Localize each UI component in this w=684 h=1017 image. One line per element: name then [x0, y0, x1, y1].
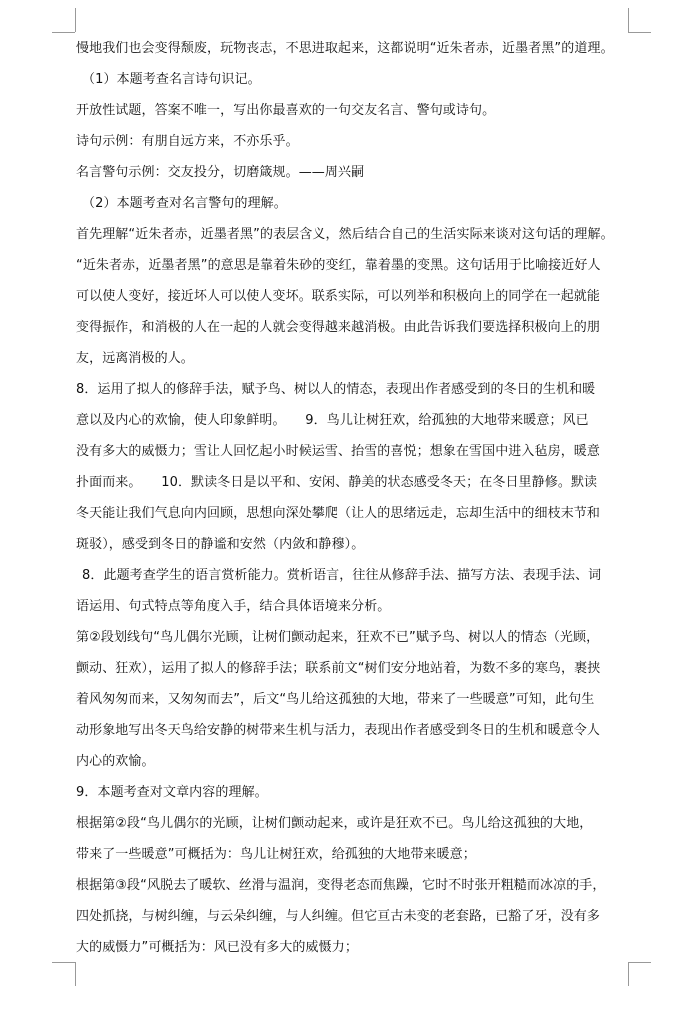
text-line: 第②段划线句“鸟儿偶尔光顾，让树们颤动起来，狂欢不已”赋予鸟、树以人的情态（光顾， — [76, 630, 600, 645]
text-line: 内心的欢愉。 — [76, 754, 155, 769]
crop-mark-bottom-right — [628, 962, 629, 986]
text-line: 8．此题考查学生的语言赏析能力。赏析语言，往往从修辞手法、描写方法、表现手法、词 — [82, 568, 602, 583]
text-line: 慢地我们也会变得颓废，玩物丧志，不思进取起来，这都说明“近朱者赤，近墨者黑”的道理。 — [76, 41, 614, 56]
text-line: 语运用、句式特点等角度入手，结合具体语境来分析。 — [76, 599, 391, 614]
crop-mark-bottom-left — [75, 962, 76, 986]
text-line: 没有多大的威慑力；雪让人回忆起小时候运雪、抬雪的喜悦；想象在雪国中进入毡房，暖意 — [76, 444, 601, 459]
text-line: 根据第③段“风脱去了暖软、丝滑与温润，变得老态而焦躁，它时不时张开粗糙而冰凉的手， — [76, 878, 606, 893]
text-line: 开放性试题，答案不唯一，写出你最喜欢的一句交友名言、警句或诗句。 — [76, 103, 496, 118]
text-line: 颤动、狂欢），运用了拟人的修辞手法；联系前文“树们安分地站着，为数不多的寒鸟，裹挟 — [76, 661, 601, 676]
text-line: “近朱者赤，近墨者黑”的意思是靠着朱砂的变红，靠着墨的变黑。这句话用于比喻接近好人 — [76, 258, 601, 273]
crop-mark-top-right — [628, 8, 629, 32]
text-line: 友，远离消极的人。 — [76, 351, 194, 366]
text-line: 动形象地写出冬天鸟给安静的树带来生机与活力，表现出作者感受到冬日的生机和暖意令人 — [76, 723, 601, 738]
text-line: 带来了一些暖意”可概括为：鸟儿让树狂欢，给孤独的大地带来暖意； — [76, 847, 476, 862]
text-line: 四处抓挠，与树纠缠，与云朵纠缠，与人纠缠。但它亘古未变的老套路，已豁了牙，没有多 — [76, 909, 601, 924]
text-line: 冬天能让我们气息向内回顾，思想向深处攀爬（让人的思绪远走，忘却生活中的细枝末节和 — [76, 506, 601, 521]
crop-mark-top-left — [52, 32, 75, 33]
text-line: 大的威慑力”可概括为：风已没有多大的威慑力； — [76, 940, 358, 955]
text-line: 根据第②段“鸟儿偶尔的光顾，让树们颤动起来，或许是狂欢不已。鸟儿给这孤独的大地， — [76, 816, 593, 831]
text-line: 意以及内心的欢愉，使人印象鲜明。 9．鸟儿让树狂欢，给孤独的大地带来暖意；风已 — [76, 413, 589, 428]
text-line: 着风匆匆而来，又匆匆而去”，后文“鸟儿给这孤独的大地，带来了一些暖意”可知，此句生 — [76, 692, 595, 707]
document-body — [76, 33, 632, 963]
text-line: 诗句示例：有朋自远方来，不亦乐乎。 — [76, 134, 299, 149]
text-line: 名言警句示例：交友投分，切磨箴规。——周兴嗣 — [76, 165, 365, 180]
text-line: 可以使人变好，接近坏人可以使人变坏。联系实际，可以列举和积极向上的同学在一起就能 — [76, 289, 601, 304]
crop-mark-top-left — [75, 8, 76, 32]
text-line: （1）本题考查名言诗句识记。 — [82, 72, 261, 87]
text-line: 斑驳），感受到冬日的静谧和安然（内敛和静穆）。 — [76, 537, 365, 552]
crop-mark-bottom-left — [52, 962, 75, 963]
text-line: 首先理解“近朱者赤，近墨者黑”的表层含义，然后结合自己的生活实际来谈对这句话的理解。 — [76, 227, 614, 242]
text-line: 8．运用了拟人的修辞手法，赋予鸟、树以人的情态，表现出作者感受到的冬日的生机和暖 — [76, 382, 596, 397]
text-line: （2）本题考查对名言警句的理解。 — [82, 196, 287, 211]
text-line: 扑面而来。 10．默读冬日是以平和、安闲、静美的状态感受冬天；在冬日里静修。默读 — [76, 475, 598, 490]
text-line: 9．本题考查对文章内容的理解。 — [76, 785, 268, 800]
text-line: 变得振作，和消极的人在一起的人就会变得越来越消极。由此告诉我们要选择积极向上的朋 — [76, 320, 601, 335]
